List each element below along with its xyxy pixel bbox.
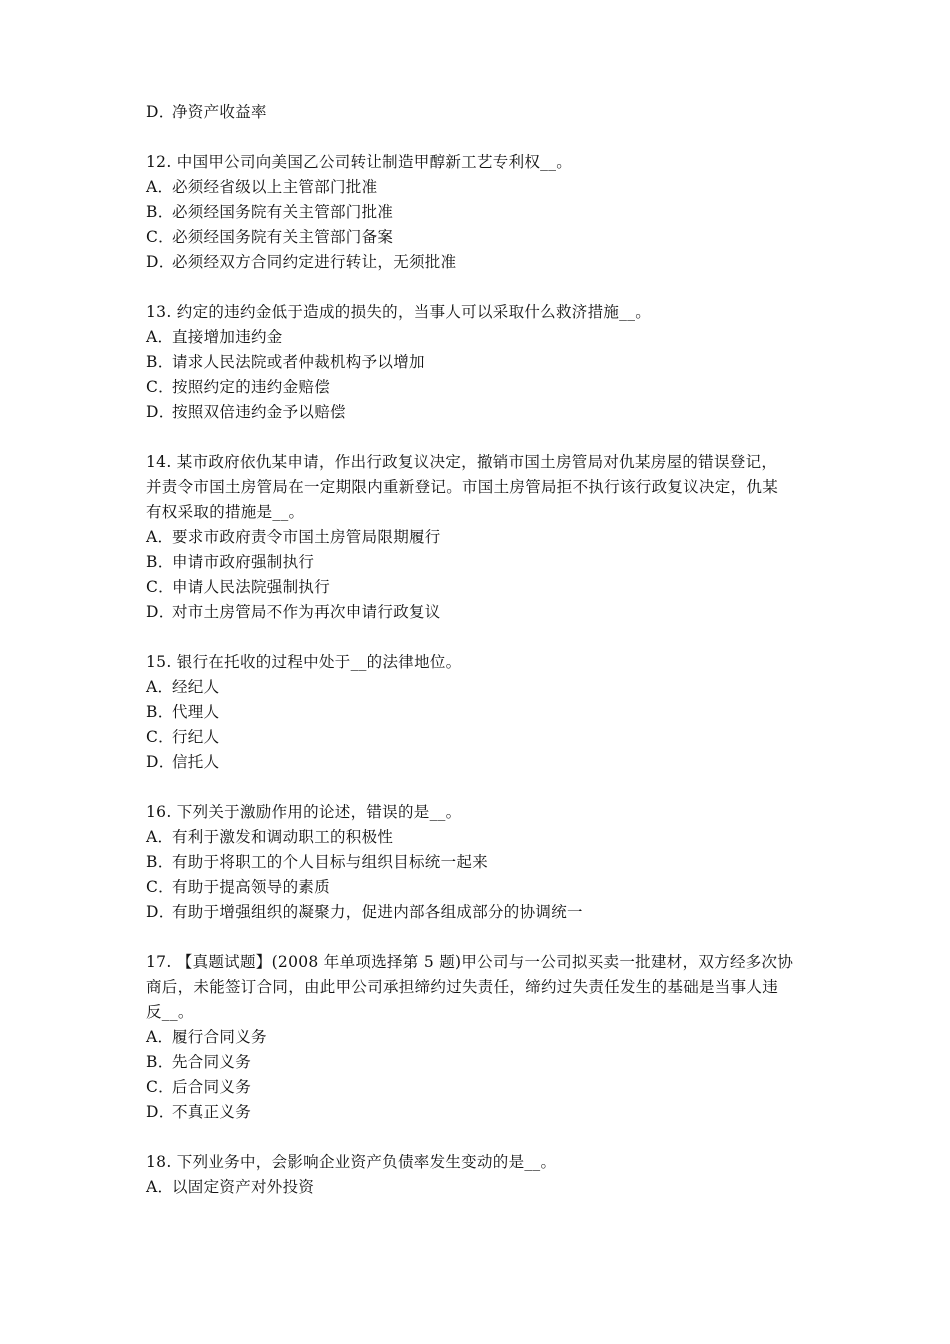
option-text: 必须经国务院有关主管部门备案	[172, 228, 394, 246]
q16-option-a	[146, 825, 816, 850]
option-letter: C．	[146, 578, 174, 596]
option-text: 净资产收益率	[172, 103, 267, 121]
option-text: 信托人	[172, 753, 220, 771]
option-text: 申请市政府强制执行	[172, 553, 315, 571]
q14-option-a	[146, 525, 816, 550]
option-text: 有助于增强组织的凝聚力，促进内部各组成部分的协调统一	[172, 903, 583, 921]
option-d-prev	[146, 100, 816, 125]
question-17-stem-line-2: 商后，未能签订合同，由此甲公司承担缔约过失责任，缔约过失责任发生的基础是当事人违	[146, 978, 779, 996]
q18-option-a	[146, 1175, 816, 1200]
q12-option-b	[146, 200, 816, 225]
option-letter: D．	[146, 903, 175, 921]
option-text: 代理人	[172, 703, 220, 721]
question-12-stem: 12. 中国甲公司向美国乙公司转让制造甲醇新工艺专利权__。	[146, 153, 573, 171]
option-text: 行纪人	[172, 728, 220, 746]
option-letter: B．	[146, 203, 174, 221]
q13-option-d	[146, 400, 816, 425]
option-text: 有利于激发和调动职工的积极性	[172, 828, 394, 846]
question-18-stem: 18. 下列业务中，会影响企业资产负债率发生变动的是__。	[146, 1153, 557, 1171]
option-letter: D．	[146, 403, 175, 421]
option-letter: C．	[146, 378, 174, 396]
option-letter: D．	[146, 253, 175, 271]
option-letter: A．	[146, 828, 174, 846]
option-letter: B．	[146, 1053, 174, 1071]
question-14-stem-line-1: 14. 某市政府依仇某申请，作出行政复议决定，撤销市国土房管局对仇某房屋的错误登记，	[146, 453, 778, 471]
option-text: 直接增加违约金	[172, 328, 283, 346]
option-text: 有助于将职工的个人目标与组织目标统一起来	[172, 853, 489, 871]
document-page	[146, 100, 816, 1200]
option-text: 先合同义务	[172, 1053, 252, 1071]
option-letter: A．	[146, 678, 174, 696]
option-text: 必须经省级以上主管部门批准	[172, 178, 378, 196]
option-text: 后合同义务	[172, 1078, 252, 1096]
q15-option-c	[146, 725, 816, 750]
q12-option-d	[146, 250, 816, 275]
q14-option-c	[146, 575, 816, 600]
option-letter: B．	[146, 553, 174, 571]
q17-option-b	[146, 1050, 816, 1075]
question-17-stem-line-1: 17. 【真题试题】(2008 年单项选择第 5 题)甲公司与一公司拟买卖一批建材，双方经多次协	[146, 953, 794, 971]
q17-option-d	[146, 1100, 816, 1125]
question-14-stem-line-2: 并责令市国土房管局在一定期限内重新登记。市国土房管局拒不执行该行政复议决定，仇某	[146, 478, 779, 496]
option-letter: C．	[146, 228, 174, 246]
option-letter: C．	[146, 1078, 174, 1096]
q16-option-b	[146, 850, 816, 875]
question-13-stem: 13. 约定的违约金低于造成的损失的，当事人可以采取什么救济措施__。	[146, 303, 652, 321]
q12-option-c	[146, 225, 816, 250]
option-text: 对市土房管局不作为再次申请行政复议	[172, 603, 441, 621]
option-text: 请求人民法院或者仲裁机构予以增加	[172, 353, 425, 371]
option-letter: B．	[146, 353, 174, 371]
option-letter: B．	[146, 703, 174, 721]
q14-option-b	[146, 550, 816, 575]
question-16-stem: 16. 下列关于激励作用的论述，错误的是__。	[146, 803, 462, 821]
option-letter: B．	[146, 853, 174, 871]
option-text: 要求市政府责令市国土房管局限期履行	[172, 528, 441, 546]
q17-option-c	[146, 1075, 816, 1100]
q16-option-d	[146, 900, 816, 925]
q15-option-a	[146, 675, 816, 700]
option-text: 按照约定的违约金赔偿	[172, 378, 331, 396]
option-text: 履行合同义务	[172, 1028, 267, 1046]
q14-option-d	[146, 600, 816, 625]
option-text: 有助于提高领导的素质	[172, 878, 331, 896]
option-text: 必须经双方合同约定进行转让，无须批准	[172, 253, 457, 271]
q16-option-c	[146, 875, 816, 900]
option-letter: A．	[146, 1028, 174, 1046]
option-letter: A．	[146, 528, 174, 546]
question-14-stem-line-3: 有权采取的措施是__。	[146, 503, 305, 521]
q13-option-a	[146, 325, 816, 350]
q13-option-b	[146, 350, 816, 375]
question-17-stem-line-3: 反__。	[146, 1003, 194, 1021]
option-text: 按照双倍违约金予以赔偿	[172, 403, 346, 421]
option-letter: D．	[146, 603, 175, 621]
q13-option-c	[146, 375, 816, 400]
option-text: 必须经国务院有关主管部门批准	[172, 203, 394, 221]
q17-option-a	[146, 1025, 816, 1050]
q15-option-d	[146, 750, 816, 775]
q12-option-a	[146, 175, 816, 200]
option-text: 以固定资产对外投资	[172, 1178, 315, 1196]
option-letter: A．	[146, 178, 174, 196]
option-letter: D．	[146, 753, 175, 771]
option-letter: C．	[146, 878, 174, 896]
option-letter: D．	[146, 1103, 175, 1121]
option-text: 申请人民法院强制执行	[172, 578, 331, 596]
question-15-stem: 15. 银行在托收的过程中处于__的法律地位。	[146, 653, 462, 671]
option-letter: C．	[146, 728, 174, 746]
option-letter: A．	[146, 1178, 174, 1196]
option-text: 不真正义务	[172, 1103, 252, 1121]
option-letter: A．	[146, 328, 174, 346]
option-letter: D．	[146, 103, 175, 121]
option-text: 经纪人	[172, 678, 220, 696]
q15-option-b	[146, 700, 816, 725]
